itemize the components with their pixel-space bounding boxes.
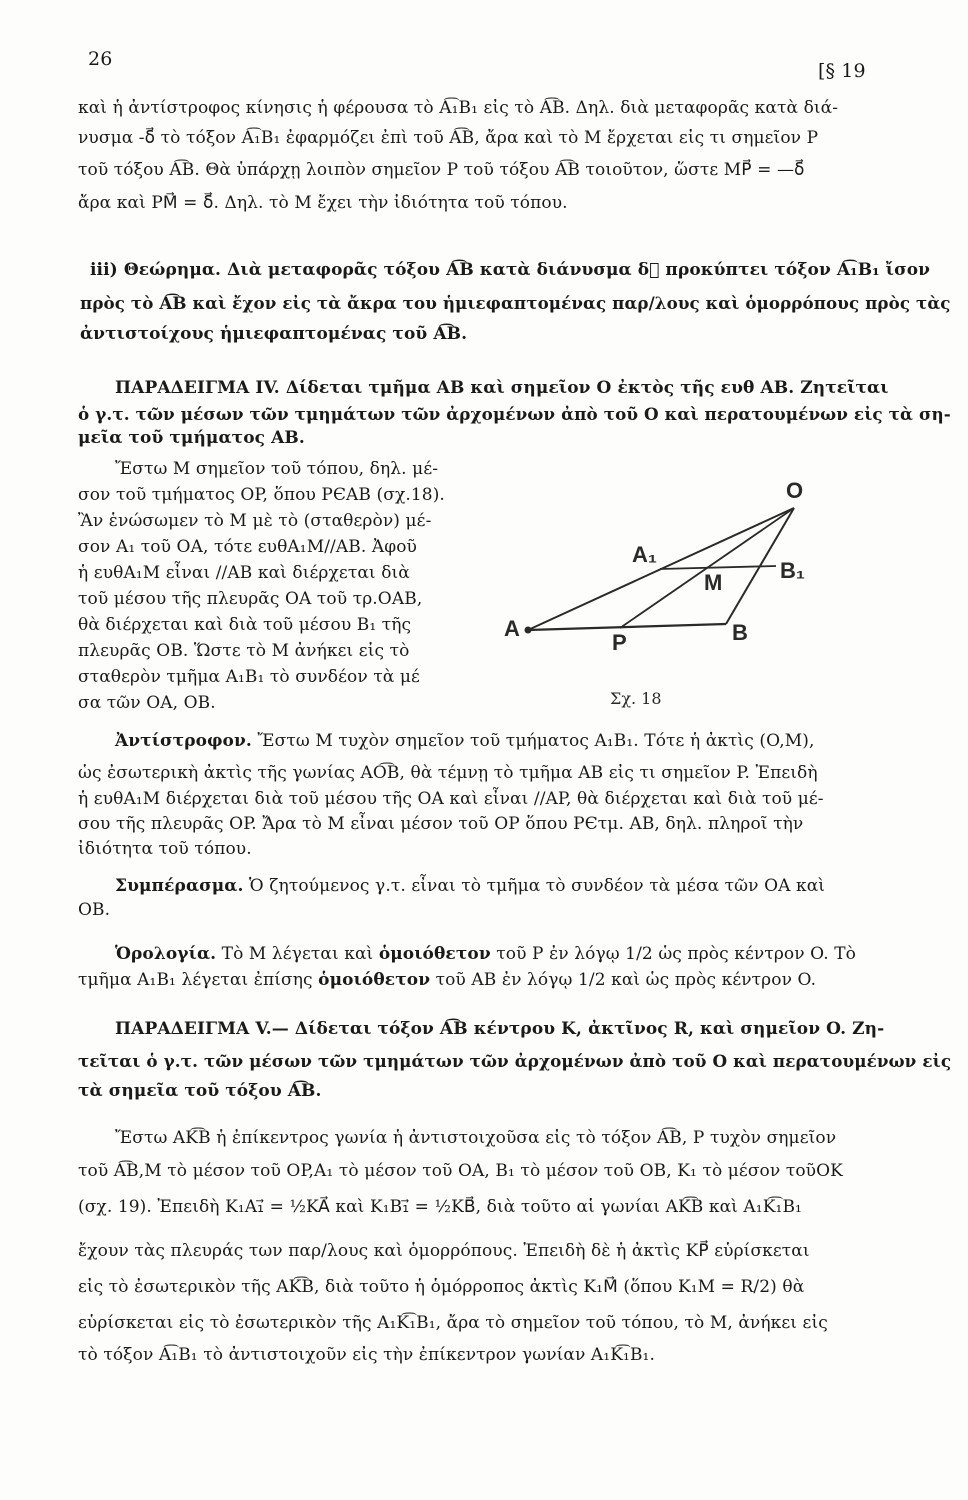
proof-line-7: θὰ διέρχεται καὶ διὰ τοῦ μέσου B₁ τῆς bbox=[78, 615, 412, 635]
converse-line-3: ἡ ευθA₁M διέρχεται διὰ τοῦ μέσου τῆς OA καὶ εἶναι //AP, θὰ διέρχεται καὶ διὰ τοῦ μέ- bbox=[78, 789, 824, 809]
label-P: P bbox=[612, 630, 627, 655]
conclusion-line-2: OB. bbox=[78, 900, 111, 920]
text-line-1: καὶ ἡ ἀντίστροφος κίνησις ἡ φέρουσα τὸ A͡₁B₁ εἰς τὸ A͡B. Δηλ. διὰ μεταφορᾶς κατὰ διά- bbox=[78, 98, 839, 118]
converse-text: Ἔστω M τυχὸν σημεῖον τοῦ τμήματος A₁B₁. Τότε ἡ ἀκτὶς (O,M), bbox=[251, 731, 815, 751]
label-B1: B₁ bbox=[780, 558, 805, 583]
terminology-line-1 bbox=[115, 943, 856, 965]
converse-line-2: ὡς ἐσωτερικὴ ἀκτὶς τῆς γωνίας AO͡B, θὰ τέμνῃ τὸ τμῆμα AB εἰς τι σημεῖον P. Ἐπειδὴ bbox=[78, 763, 818, 783]
example-v-line-2: τεῖται ὁ γ.τ. τῶν μέσων τῶν τμημάτων τῶν ἀρχομένων ἀπὸ τοῦ O καὶ περατουμένων εἰς bbox=[78, 1051, 952, 1071]
proof-line-8: πλευρᾶς OB. Ὥστε τὸ M ἀνήκει εἰς τὸ bbox=[78, 641, 410, 661]
theorem-line-3: ἀντιστοίχους ἡμιεφαπτομένας τοῦ A͡B. bbox=[80, 324, 468, 344]
converse-label: Ἀντίστροφον. bbox=[115, 731, 252, 751]
segment-AB bbox=[528, 624, 726, 630]
point-A bbox=[525, 627, 532, 634]
converse-line-1 bbox=[115, 730, 814, 752]
terminology-term-2: ὁμοιόθετον bbox=[318, 970, 431, 990]
proof-line-1: Ἔστω M σημεῖον τοῦ τόπου, δηλ. μέ- bbox=[115, 459, 439, 479]
example-v-proof-6: εὑρίσκεται εἰς τὸ ἐσωτερικὸν τῆς A₁K͡₁B₁, ἄρα τὸ σημεῖον τοῦ τόπου, τὸ M, ἀνήκει εἰς bbox=[78, 1313, 828, 1333]
example-v-proof-5: εἰς τὸ ἐσωτερικὸν τῆς AK͡B, διὰ τοῦτο ἡ ὁμόρροπος ἀκτὶς K₁M⃗ (ὅπου K₁M = R/2) θὰ bbox=[78, 1277, 805, 1297]
terminology-line-2 bbox=[78, 969, 816, 991]
example-v-line-1: ΠΑΡΑΔΕΙΓΜΑ V.— Δίδεται τόξον A͡B κέντρου K, ἀκτῖνος R, καὶ σημεῖον O. Ζη- bbox=[115, 1019, 885, 1039]
proof-line-3: Ἂν ἑνώσωμεν τὸ M μὲ τὸ (σταθερὸν) μέ- bbox=[78, 511, 432, 531]
terminology-label: Ὁρολογία. bbox=[115, 944, 217, 964]
terminology-text-a: Τὸ M λέγεται καὶ bbox=[216, 944, 379, 964]
example-iv-line-1: ΠΑΡΑΔΕΙΓΜΑ IV. Δίδεται τμῆμα AB καὶ σημεῖον O ἐκτὸς τῆς ευθ AB. Ζητεῖται bbox=[115, 378, 889, 398]
text-line-2: νυσμα -δ⃗ τὸ τόξον A͡₁B₁ ἐφαρμόζει ἐπὶ τοῦ A͡B, ἄρα καὶ τὸ M ἔρχεται εἰς τι σημεῖον P bbox=[78, 128, 819, 148]
theorem-line-1: iii) Θεώρημα. Διὰ μεταφορᾶς τόξου A͡B κατὰ διάνυσμα δ⃗ προκύπτει τόξον A͡₁B₁ ἴσον bbox=[90, 260, 931, 280]
text-line-3: τοῦ τόξου A͡B. Θὰ ὑπάρχῃ λοιπὸν σημεῖον P τοῦ τόξου A͡B τοιοῦτον, ὥστε MP⃗ = —δ⃗ bbox=[78, 160, 805, 180]
label-B: B bbox=[732, 620, 748, 645]
section-number: [§ 19 bbox=[818, 60, 866, 82]
example-v-proof-4: ἔχουν τὰς πλευράς των παρ/λους καὶ ὁμορρόπους. Ἐπειδὴ δὲ ἡ ἀκτὶς KP⃗ εὑρίσκεται bbox=[78, 1241, 810, 1261]
proof-line-4: σον A₁ τοῦ OA, τότε ευθA₁M//AB. Ἀφοῦ bbox=[78, 537, 417, 557]
conclusion-label: Συμπέρασμα. bbox=[115, 876, 244, 896]
proof-line-6: τοῦ μέσου τῆς πλευρᾶς OA τοῦ τρ.OAB, bbox=[78, 589, 423, 609]
conclusion-text: Ὁ ζητούμενος γ.τ. εἶναι τὸ τμῆμα τὸ συνδέον τὰ μέσα τῶν OA καὶ bbox=[243, 876, 826, 896]
proof-line-5: ἡ ευθA₁M εἶναι //AB καὶ διέρχεται διὰ bbox=[78, 563, 410, 583]
converse-line-4: σου τῆς πλευρᾶς OP. Ἄρα τὸ M εἶναι μέσον τοῦ OP ὅπου PЄτμ. AB, δηλ. πληροῖ τὴν bbox=[78, 814, 804, 834]
terminology-term-1: ὁμοιόθετον bbox=[378, 944, 491, 964]
page-number: 26 bbox=[88, 48, 113, 70]
example-v-proof-2: τοῦ A͡B,M τὸ μέσον τοῦ OP,A₁ τὸ μέσον τοῦ OA, B₁ τὸ μέσον τοῦ OB, K₁ τὸ μέσον τοῦOK bbox=[78, 1161, 843, 1181]
theorem-line-2: πρὸς τὸ A͡B καὶ ἔχον εἰς τὰ ἄκρα του ἡμιεφαπτομένας παρ/λους καὶ ὁμορρόπους πρὸς τὰς bbox=[80, 293, 951, 313]
figure-18 bbox=[500, 478, 860, 708]
example-v-proof-7: τὸ τόξον A͡₁B₁ τὸ ἀντιστοιχοῦν εἰς τὴν ἐπίκεντρον γωνίαν A₁K͡₁B₁. bbox=[78, 1345, 655, 1365]
terminology-text-d: τοῦ AB ἐν λόγῳ 1/2 καὶ ὡς πρὸς κέντρον O. bbox=[430, 970, 817, 990]
label-M: M bbox=[704, 570, 723, 595]
example-v-proof-3: (σχ. 19). Ἐπειδὴ K₁A₁⃗ = ½KA⃗ καὶ K₁B₁⃗ = ½KB⃗, διὰ τοῦτο αἱ γωνίαι AK͡B καὶ A₁K͡₁B₁ bbox=[78, 1197, 802, 1217]
label-O: O bbox=[786, 478, 804, 503]
label-A: A bbox=[504, 616, 520, 641]
example-v-line-3: τὰ σημεῖα τοῦ τόξου A͡B. bbox=[78, 1081, 322, 1101]
label-A1: A₁ bbox=[632, 542, 657, 567]
terminology-text-c: τμῆμα A₁B₁ λέγεται ἐπίσης bbox=[78, 970, 319, 990]
text-line-4: ἄρα καὶ PM⃗ = δ⃗. Δηλ. τὸ M ἔχει τὴν ἰδιότητα τοῦ τόπου. bbox=[78, 193, 568, 213]
segment-OP bbox=[620, 508, 794, 628]
example-iv-line-2: ὁ γ.τ. τῶν μέσων τῶν τμημάτων τῶν ἀρχομένων ἀπὸ τοῦ O καὶ περατουμένων εἰς τὰ ση- bbox=[78, 404, 951, 424]
converse-line-5: ἰδιότητα τοῦ τόπου. bbox=[78, 839, 252, 859]
proof-line-9: σταθερὸν τμῆμα A₁B₁ τὸ συνδέον τὰ μέ bbox=[78, 667, 420, 687]
example-v-proof-1: Ἔστω AK͡B ἡ ἐπίκεντρος γωνία ἡ ἀντιστοιχοῦσα εἰς τὸ τόξον A͡B, P τυχὸν σημεῖον bbox=[115, 1128, 837, 1148]
conclusion-line-1 bbox=[115, 875, 825, 897]
proof-line-10: σα τῶν OA, OB. bbox=[78, 693, 216, 713]
proof-line-2: σον τοῦ τμήματος OP, ὅπου PЄAB (σχ.18). bbox=[78, 485, 445, 505]
figure-caption: Σχ. 18 bbox=[610, 689, 662, 708]
terminology-text-b: τοῦ P ἐν λόγῳ 1/2 ὡς πρὸς κέντρον O. Τὸ bbox=[490, 944, 857, 964]
example-iv-line-3: μεῖα τοῦ τμήματος AB. bbox=[78, 428, 305, 448]
